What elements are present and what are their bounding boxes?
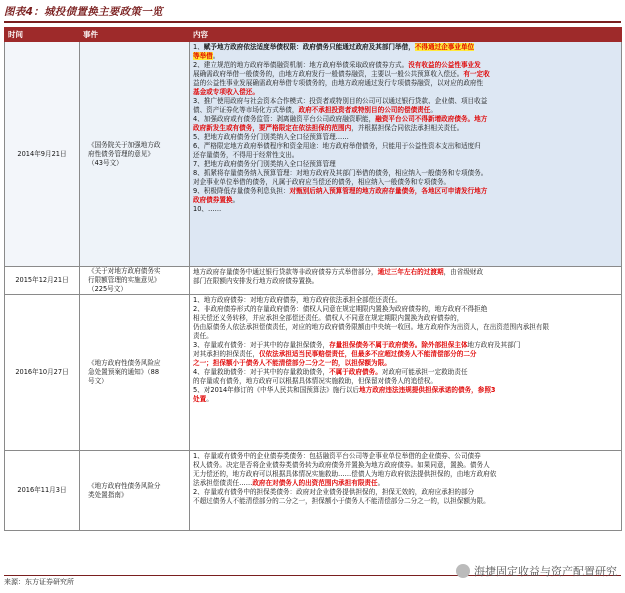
content-line <box>193 205 618 214</box>
content-segment: 对甄别后纳入预算管理的地方政府存量债务，各地区可申请发行地方 <box>289 187 488 195</box>
content-segment: ，由省级财政 <box>443 268 484 276</box>
content-line <box>193 169 618 178</box>
content-line <box>193 88 618 97</box>
date-cell: 2016年10月27日 <box>5 295 80 451</box>
header-event: 事件 <box>80 28 190 42</box>
event-cell <box>80 42 190 267</box>
content-segment: 不超过债务人不能清偿部分的二分之一，担保额小于债务人不能清偿部分二分之一的，以担保额为限。 <box>193 497 490 505</box>
policy-table <box>4 27 622 531</box>
content-line <box>193 151 618 160</box>
content-line <box>193 196 618 205</box>
content-line <box>193 268 618 277</box>
table-row <box>5 295 622 451</box>
content-line <box>193 305 618 314</box>
content-segment: 不属于政府债务。 <box>329 368 382 376</box>
content-segment: 仍由原债务人依法承担偿债责任，对应的地方政府债务限额由中央统一收回。地方政府作为出资人，在出资范围内承担有限 <box>193 323 550 331</box>
content-line <box>193 350 618 359</box>
table-row <box>5 42 622 267</box>
event-cell <box>80 295 190 451</box>
content-cell <box>190 295 622 451</box>
content-line <box>193 178 618 187</box>
content-segment: 法承担偿债责任…… <box>193 479 253 487</box>
content-segment: 没有收益的公益性事业发 <box>408 61 481 69</box>
content-line <box>193 277 618 286</box>
event-line: 《地方政府性债务风险应 <box>88 359 161 367</box>
content-segment: 展确需政府举借一般债务的，由地方政府发行一般债券融资，主要以一般公共预算收入偿还。 <box>193 70 464 78</box>
event-line: 号文） <box>88 377 108 385</box>
content-segment: 政府债券置换 <box>193 196 233 204</box>
content-segment: 责任。 <box>193 332 213 340</box>
content-line <box>193 323 618 332</box>
event-line: 《地方政府性债务风险分 <box>88 481 161 490</box>
content-segment: 有一定收 <box>463 70 490 78</box>
content-line <box>193 133 618 142</box>
content-segment: 对企事业单位举借的债务，凡属于政府应当偿还的债务，相应纳入一般债务和专项债务。 <box>193 178 451 186</box>
watermark <box>456 563 617 579</box>
content-segment: 1、 <box>193 43 204 51</box>
content-line <box>193 70 618 79</box>
header-content: 内容 <box>190 28 622 42</box>
content-line <box>193 79 618 88</box>
content-segment: 政府新发生或有债务，要严格限定在依法担保的范围内 <box>193 124 352 132</box>
content-segment: 3、推广使用政府与社会资本合作模式：投资者或特别目的公司可以通过银行贷款、企业债、项目收益 <box>193 97 488 105</box>
content-segment: 通过三年左右的过渡期 <box>377 268 444 276</box>
content-line <box>193 332 618 341</box>
content-segment: 基金或专项收入偿还。 <box>193 88 259 96</box>
content-segment: 2、存量或有债务中的担保类债务：政府对企业债务提供担保的，担保无效的，政府应承担的部分 <box>193 488 475 496</box>
event-cell <box>80 451 190 531</box>
event-line: 《国务院关于加强地方政 <box>88 140 161 149</box>
content-line <box>193 61 618 70</box>
content-segment: 对其承担的担保责任， <box>193 350 259 358</box>
content-segment: 3、存量或有债务：对于其中的存量担保债务， <box>193 341 330 349</box>
content-segment: 融资平台公司不得新增政府债务。地方 <box>375 115 488 123</box>
event-line: （225号文） <box>88 285 127 293</box>
content-line <box>193 479 618 488</box>
content-line <box>193 187 618 196</box>
content-segment: 还存量债务，不得用于经常性支出。 <box>193 151 299 159</box>
content-segment: 。 <box>206 395 213 403</box>
content-line <box>193 497 618 506</box>
content-line <box>193 314 618 323</box>
content-segment: 不得通过企事业单位 <box>414 43 475 51</box>
content-segment: 权人债务。决定是否将企业债券类债务转为政府债务并置换为地方政府债券。如果同意，置换。债务人 <box>193 461 490 469</box>
content-segment: 对政府可能承担一定救助责任 <box>381 368 468 376</box>
date-cell: 2016年11月3日 <box>5 451 80 531</box>
watermark-text: 海捷固定收益与资产配置研究 <box>474 565 617 578</box>
content-line <box>193 124 618 133</box>
date-cell: 2014年9月21日 <box>5 42 80 267</box>
content-segment: 。 <box>430 106 437 114</box>
event-line: 《关于对地方政府债务实 <box>88 267 161 275</box>
content-segment: 地方政府违法违规提供担保承诺的债务，参照3 <box>359 386 496 394</box>
header-date: 时间 <box>5 28 80 42</box>
header-row <box>5 28 622 42</box>
content-segment: 4、加强政府或有债务监管：剥离融资平台公司政府融资职能， <box>193 115 376 123</box>
event-line: 行限额管理的实施意见》 <box>88 276 161 284</box>
content-segment: 存量担保债务不属于政府债务。除外部担保主体 <box>329 341 468 349</box>
content-line <box>193 395 618 404</box>
content-line <box>193 106 618 115</box>
event-line: 急处置预案的通知》（88 <box>88 368 160 376</box>
date-cell: 2015年12月21日 <box>5 267 80 295</box>
content-segment: 的存量或有债务，地方政府可以根据具体情况实施救助，但保留对债务人的追偿权。 <box>193 377 437 385</box>
content-line <box>193 377 618 386</box>
content-segment: 2、建立规范的地方政府举债融资机制：地方政府举债采取政府债券方式。 <box>193 61 409 69</box>
event-line: 类处置指南》 <box>88 490 128 499</box>
content-segment: 1、地方政府债券：对地方政府债券，地方政府依法承担全部偿还责任。 <box>193 296 402 304</box>
content-segment: 处置 <box>193 395 207 403</box>
content-segment: 益的公益性事业发展确需政府举借专项债务的，由地方政府通过发行专项债券融资，以对应的政府性 <box>193 79 484 87</box>
table-row <box>5 451 622 531</box>
content-segment: ，并根据担保合同依法承担相关责任。 <box>351 124 464 132</box>
content-line <box>193 160 618 169</box>
event-cell <box>80 267 190 295</box>
content-line <box>193 359 618 368</box>
content-segment: 5、把地方政府债务分门别类纳入全口径预算管理…… <box>193 133 349 141</box>
content-line <box>193 368 618 377</box>
content-segment: 6、严格限定地方政府举债程序和资金用途：地方政府举借债务，只能用于公益性资本支出和适度归 <box>193 142 481 150</box>
content-segment: 1、存量或有债务中的企业债券类债务：包括融资平台公司等企事业单位举借的企业债券、公司债券 <box>193 452 481 460</box>
content-segment: 相关偿还义务转移，并应承担全部偿还责任。债权人不同意在规定期限内置换为政府债券的， <box>193 314 464 322</box>
content-cell <box>190 451 622 531</box>
figure-title: 图表4：城投债置换主要政策一览 <box>4 6 163 18</box>
content-segment: 债、资产证券化等市场化方式举债， <box>193 106 299 114</box>
content-line <box>193 341 618 350</box>
content-line <box>193 52 618 61</box>
content-segment: 。 <box>232 196 240 204</box>
content-line <box>193 115 618 124</box>
table-row <box>5 267 622 295</box>
content-cell <box>190 267 622 295</box>
content-line <box>193 386 618 395</box>
source-note: 来源：东方证券研究所 <box>4 578 74 586</box>
content-line <box>193 296 618 305</box>
content-segment: 政府不承担投资者或特别目的公司的偿债责任 <box>298 106 431 114</box>
content-line <box>193 461 618 470</box>
content-line <box>193 43 618 52</box>
content-segment: 。 <box>377 479 385 487</box>
content-segment: 5、对2014年修订的《中华人民共和国预算法》施行以后 <box>193 386 360 394</box>
content-segment: 。 <box>212 52 220 60</box>
content-segment: 8、抓紧将存量债务纳入预算管理：对地方政府及其部门举借的债务，相应纳入一般债务和专项债务。 <box>193 169 488 177</box>
event-line: （43号文） <box>88 158 123 167</box>
content-segment: 之一；担保额小于债务人不能清偿部分二分之一的，以担保额为限。 <box>193 359 391 367</box>
event-line: 府性债务管理的意见》 <box>88 149 154 158</box>
content-segment: 10、…… <box>193 205 222 213</box>
content-line <box>193 142 618 151</box>
content-cell <box>190 42 622 267</box>
content-segment: 9、积极降低存量债务利息负担： <box>193 187 290 195</box>
content-segment: 地方政府存量债务中通过银行贷款等非政府债券方式举借部分， <box>193 268 378 276</box>
content-line <box>193 97 618 106</box>
wechat-logo-icon <box>456 564 470 578</box>
content-segment: 赋予地方政府依法适度举债权限：政府债务只能通过政府及其部门举借， <box>203 43 415 51</box>
content-segment: 7、把地方政府债务分门别类纳入全口径预算管理 <box>193 160 336 168</box>
content-segment: 等举借 <box>193 52 213 60</box>
content-segment: 2、非政府债券形式的存量政府债务：债权人同意在规定期限内置换为政府债券的，地方政府不得拒绝 <box>193 305 488 313</box>
content-line <box>193 488 618 497</box>
content-segment: 政府在对债务人的出资范围内承担有限责任 <box>252 479 378 487</box>
title-divider <box>4 21 621 23</box>
content-segment: 地方政府及其部门 <box>467 341 521 349</box>
content-segment: 部门在限额内安排发行地方政府债券置换。 <box>193 277 319 285</box>
content-segment: 无力偿还的，地方政府可以根据具体情况实施救助……偿债人为地方政府依法提供担保的，由地方政府依 <box>193 470 497 478</box>
content-line <box>193 452 618 461</box>
content-segment: 4、存量救助债务：对于其中的存量救助债务， <box>193 368 330 376</box>
content-segment: 仅依法承担适当民事赔偿责任，但最多不应超过债务人不能清偿部分的二分 <box>258 350 477 358</box>
content-line <box>193 470 618 479</box>
